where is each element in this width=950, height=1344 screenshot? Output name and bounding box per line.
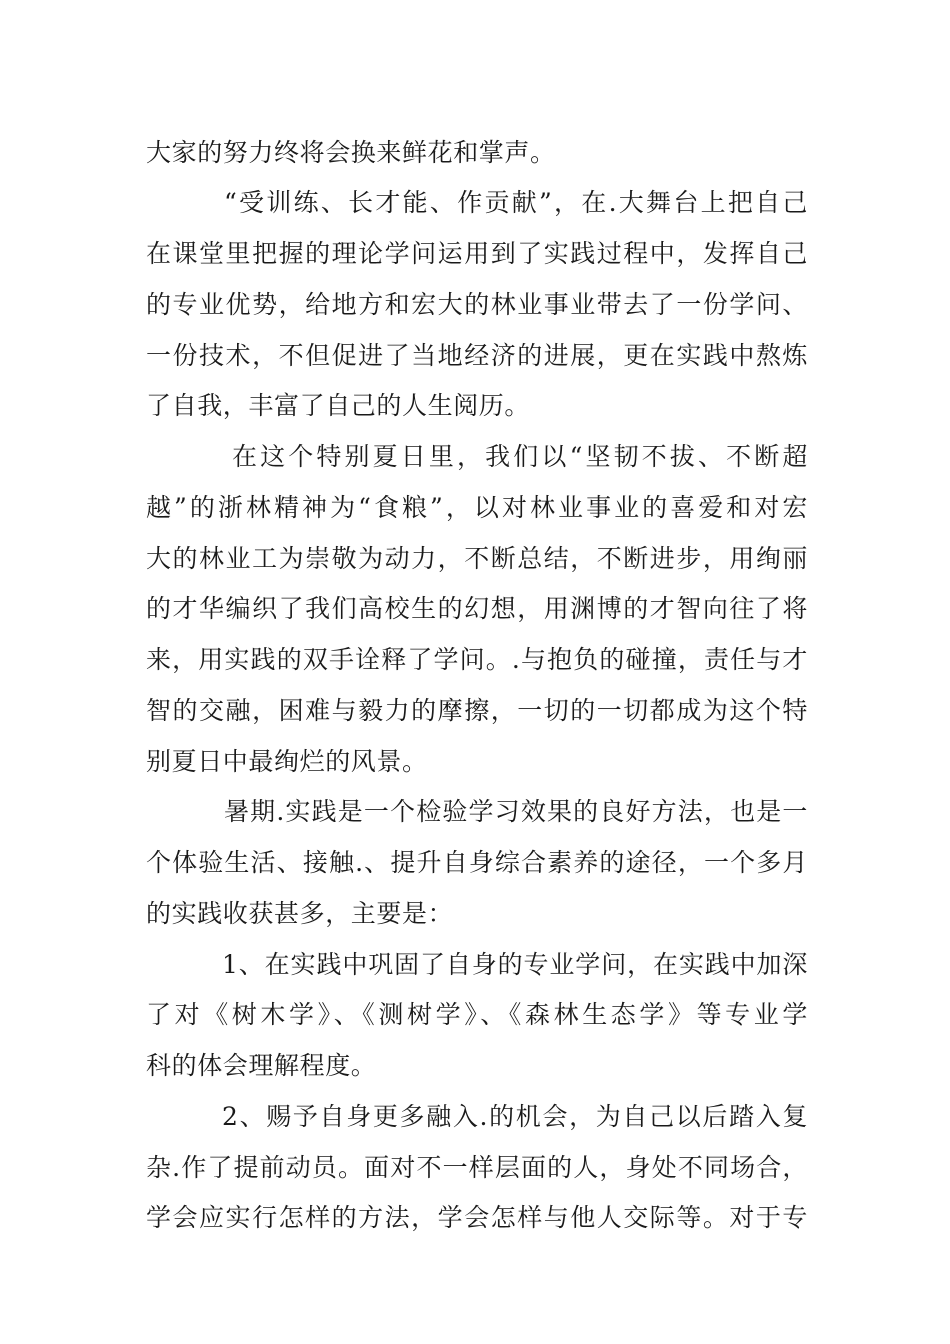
text-line: 大家的努力终将会换来鲜花和掌声。 [146, 138, 556, 167]
text-line: 的才华编织了我们高校生的幻想，用渊博的才智向往了将 [146, 594, 808, 623]
text-line: 别夏日中最绚烂的风景。 [146, 747, 428, 776]
text-line: 智的交融，困难与毅力的摩擦，一切的一切都成为这个特 [146, 696, 808, 725]
paragraph-first-line: 2、赐予自身更多融入.的机会，为自己以后踏入复 [222, 1102, 808, 1131]
paragraph-first-line: 在这个特别夏日里，我们以“坚韧不拔、不断超 [232, 442, 808, 471]
text-line: 一份技术，不但促进了当地经济的进展，更在实践中熬炼 [146, 341, 808, 370]
paragraph-first-line: 暑期.实践是一个检验学习效果的良好方法，也是一 [224, 797, 808, 826]
text-line: 了自我，丰富了自己的人生阅历。 [146, 391, 531, 420]
text-line: 个体验生活、接触.、提升自身综合素养的途径，一个多月 [146, 848, 808, 877]
text-line: 越”的浙林精神为“食粮”，以对林业事业的喜爱和对宏 [146, 493, 808, 522]
text-line: 科的体会理解程度。 [146, 1051, 377, 1080]
text-line: 学会应实行怎样的方法，学会怎样与他人交际等。对于专 [146, 1203, 808, 1232]
text-line: 在课堂里把握的理论学问运用到了实践过程中，发挥自己 [146, 239, 808, 268]
text-line: 的实践收获甚多，主要是： [146, 899, 454, 928]
paragraph-first-line: 1、在实践中巩固了自身的专业学问，在实践中加深 [222, 950, 808, 979]
text-line: 大的林业工为崇敬为动力，不断总结，不断进步，用绚丽 [146, 544, 808, 573]
text-line: 的专业优势，给地方和宏大的林业事业带去了一份学问、 [146, 290, 808, 319]
text-line: 了对《树木学》、《测树学》、《森林生态学》等专业学 [146, 1000, 808, 1029]
paragraph-first-line: “受训练、长才能、作贡献”，在.大舞台上把自己 [224, 188, 808, 217]
text-line: 杂.作了提前动员。面对不一样层面的人，身处不同场合， [146, 1153, 808, 1182]
text-line: 来，用实践的双手诠释了学问。.与抱负的碰撞，责任与才 [146, 645, 808, 674]
